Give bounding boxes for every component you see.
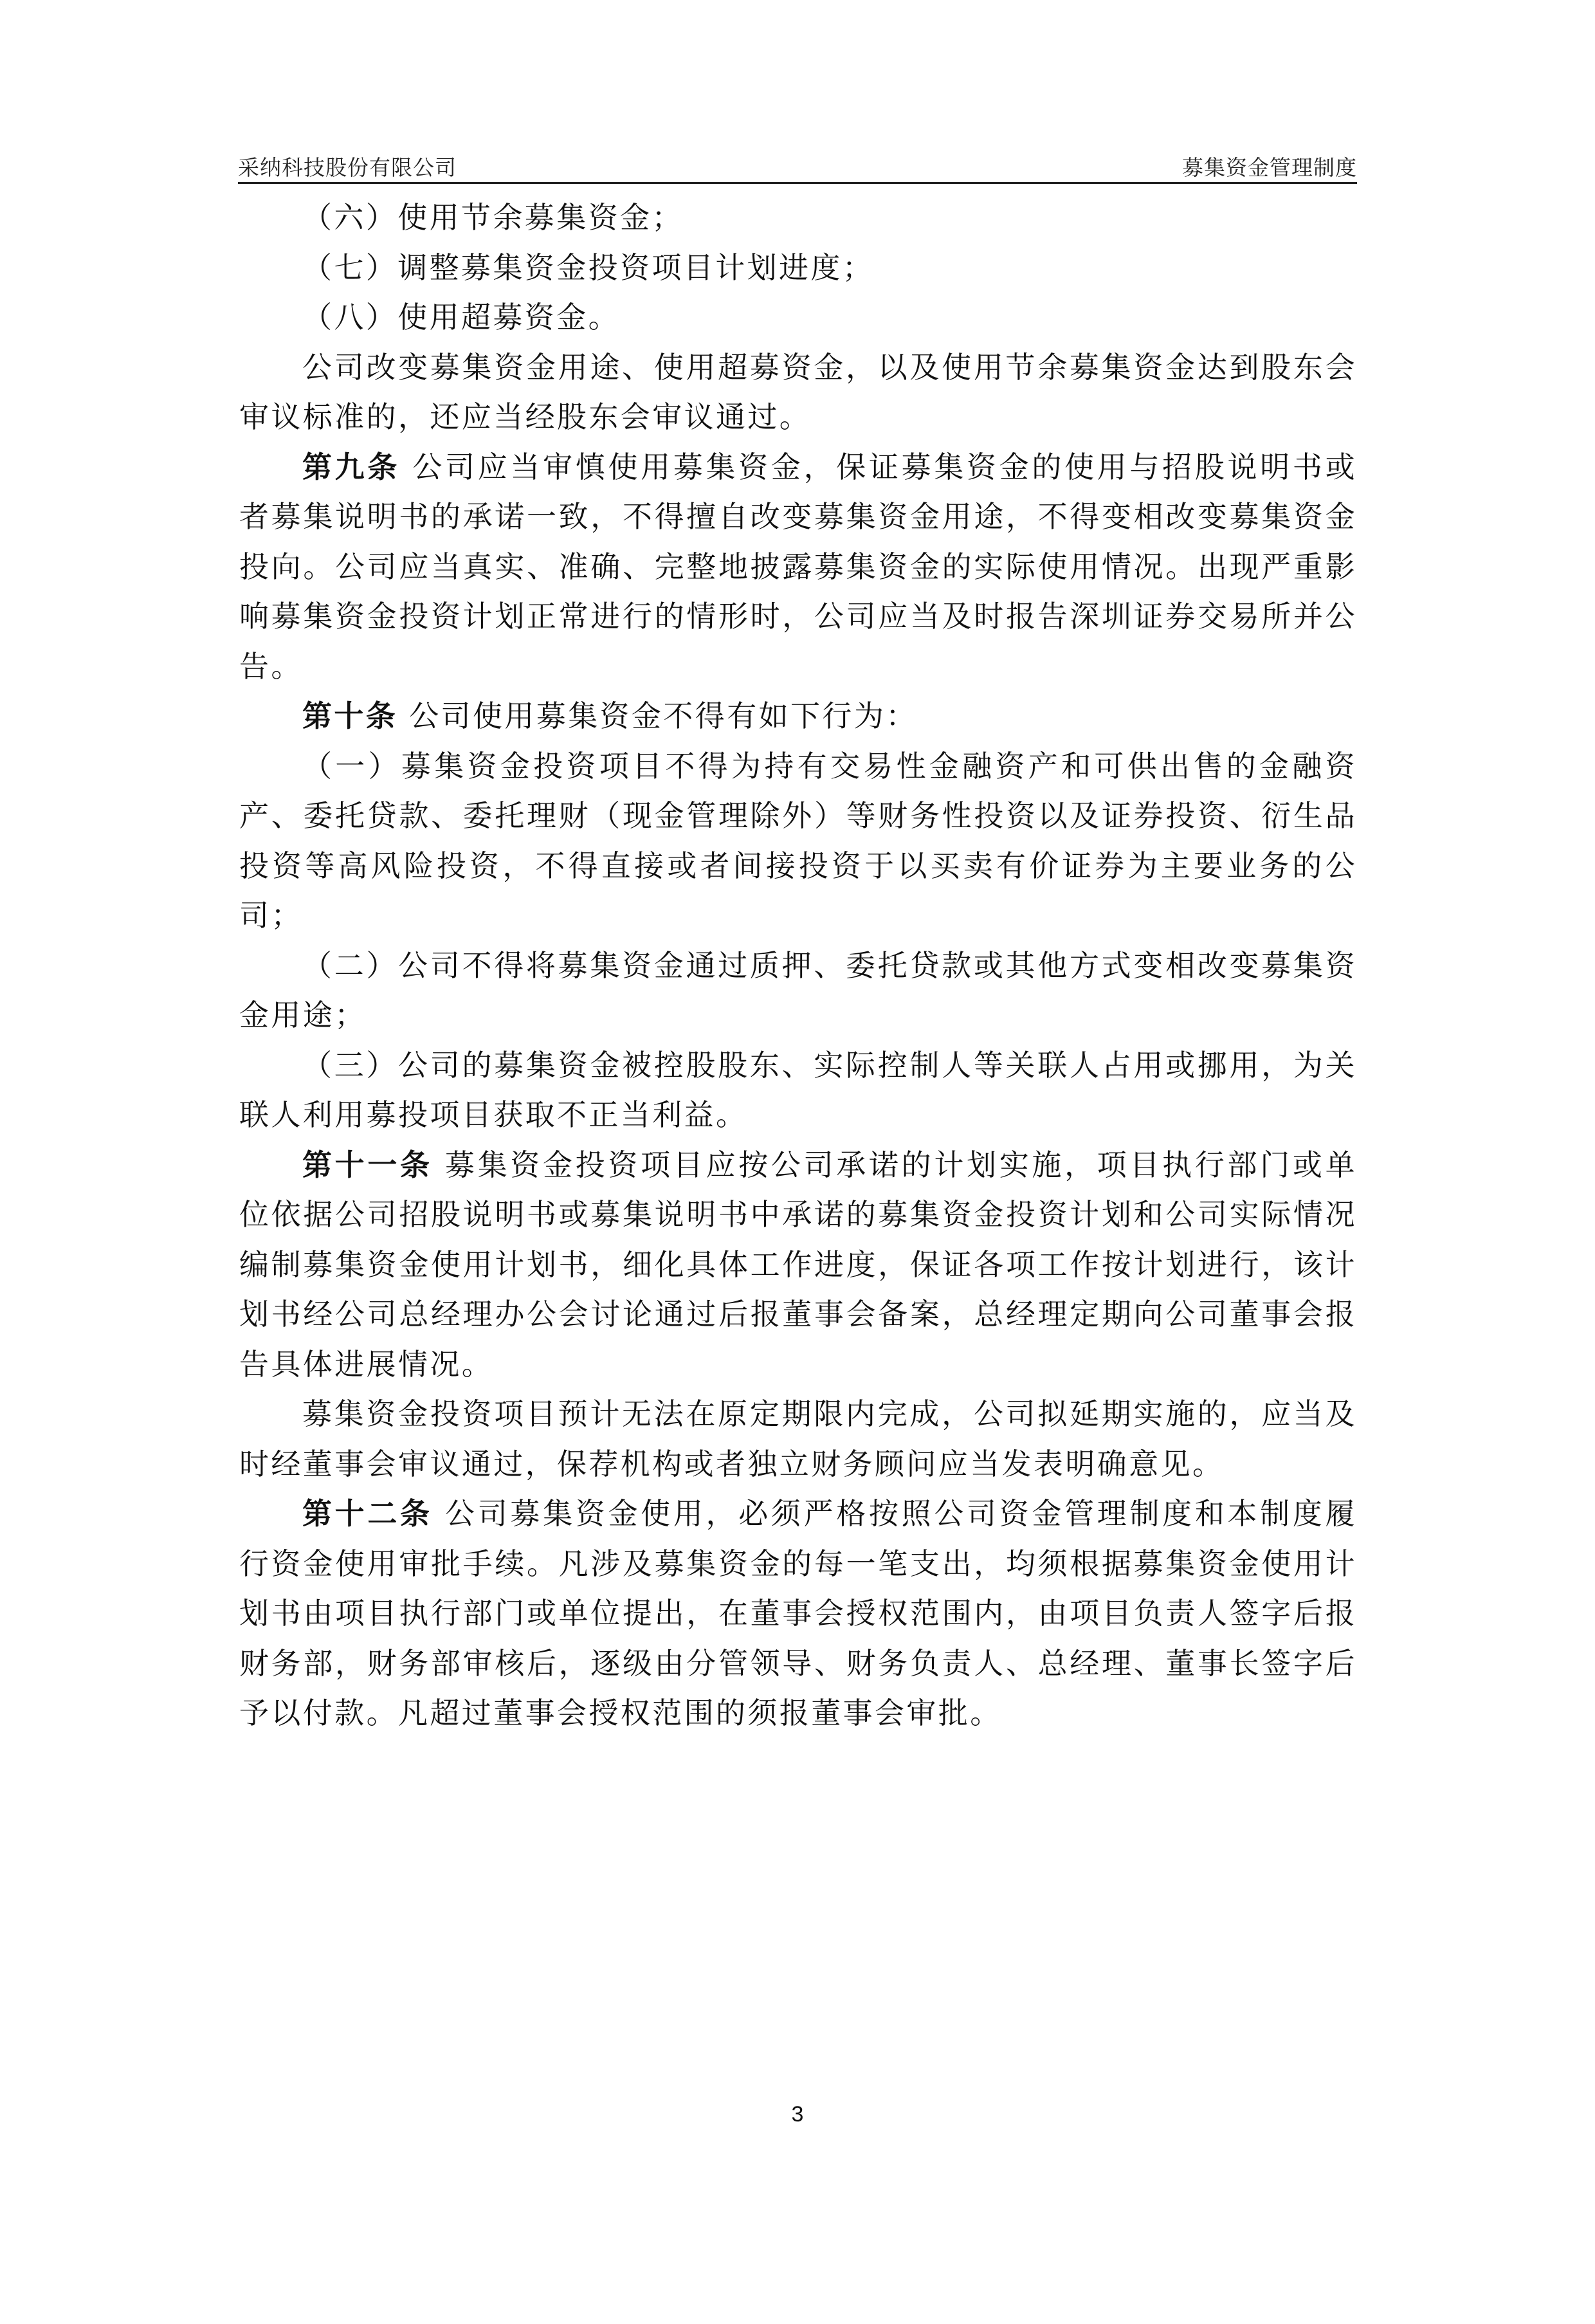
header-document-title: 募集资金管理制度 (1182, 155, 1357, 180)
article-number: 第九条 (302, 449, 401, 484)
page-header (238, 149, 1357, 181)
paragraph-text: 公司改变募集资金用途、使用超募资金，以及使用节余募集资金达到股东会审议标准的，还应当经股东会审议通过。 (239, 349, 1357, 434)
paragraph-text: （一）募集资金投资项目不得为持有交易性金融资产和可供出售的金融资产、委托贷款、委托理财（现金管理除外）等财务性投资以及证券投资、衍生品投资等高风险投资，不得直接或者间接投资于以买卖有价证券为主要业务的公司； (239, 748, 1357, 933)
paragraph-text: （六）使用节余募集资金； (302, 200, 684, 235)
paragraph-article-10 (239, 691, 1357, 742)
paragraph-article-12 (239, 1489, 1357, 1739)
paragraph-text: 公司应当审慎使用募集资金，保证募集资金的使用与招股说明书或者募集说明书的承诺一致，不得擅自改变募集资金用途，不得变相改变募集资金投向。公司应当真实、准确、完整地披露募集资金的实际使用情况。出现严重影响募集资金投资计划正常进行的情形时，公司应当及时报告深圳证券交易所并公告。 (239, 449, 1357, 684)
paragraph-text: （八）使用超募资金。 (302, 300, 620, 334)
paragraph-text: 公司募集资金使用，必须严格按照公司资金管理制度和本制度履行资金使用审批手续。凡涉及募集资金的每一笔支出，均须根据募集资金使用计划书由项目执行部门或单位提出，在董事会授权范围内，由项目负责人签字后报财务部，财务部审核后，逐级由分管领导、财务负责人、总经理、董事长签字后予以付款。凡超过董事会授权范围的须报董事会审批。 (239, 1496, 1357, 1730)
paragraph-article-11 (239, 1140, 1357, 1390)
paragraph-text: （三）公司的募集资金被控股股东、实际控制人等关联人占用或挪用，为关联人利用募投项目获取不正当利益。 (239, 1047, 1357, 1132)
document-body (239, 193, 1357, 1739)
paragraph-text: （七）调整募集资金投资项目计划进度； (302, 250, 875, 285)
paragraph (239, 742, 1357, 941)
paragraph (239, 1389, 1357, 1489)
paragraph (239, 941, 1357, 1041)
article-number: 第十二条 (302, 1496, 433, 1531)
paragraph-text: 募集资金投资项目应按公司承诺的计划实施，项目执行部门或单位依据公司招股说明书或募集说明书中承诺的募集资金投资计划和公司实际情况编制募集资金使用计划书，细化具体工作进度，保证各项工作按计划进行，该计划书经公司总经理办公会讨论通过后报董事会备案，总经理定期向公司董事会报告具体进展情况。 (239, 1147, 1357, 1382)
paragraph (239, 193, 1357, 243)
article-number: 第十一条 (302, 1147, 433, 1182)
paragraph (239, 293, 1357, 343)
paragraph-text: 公司使用募集资金不得有如下行为： (397, 699, 918, 733)
paragraph (239, 343, 1357, 443)
header-company-name: 采纳科技股份有限公司 (238, 155, 457, 180)
page-number: 3 (791, 2102, 804, 2127)
paragraph (239, 243, 1357, 293)
paragraph-text: （二）公司不得将募集资金通过质押、委托贷款或其他方式变相改变募集资金用途； (239, 947, 1357, 1032)
paragraph-text: 募集资金投资项目预计无法在原定期限内完成，公司拟延期实施的，应当及时经董事会审议通过，保荐机构或者独立财务顾问应当发表明确意见。 (239, 1396, 1357, 1481)
article-number: 第十条 (302, 699, 398, 733)
header-divider (238, 182, 1357, 184)
paragraph (239, 1041, 1357, 1140)
paragraph-article-9 (239, 443, 1357, 692)
